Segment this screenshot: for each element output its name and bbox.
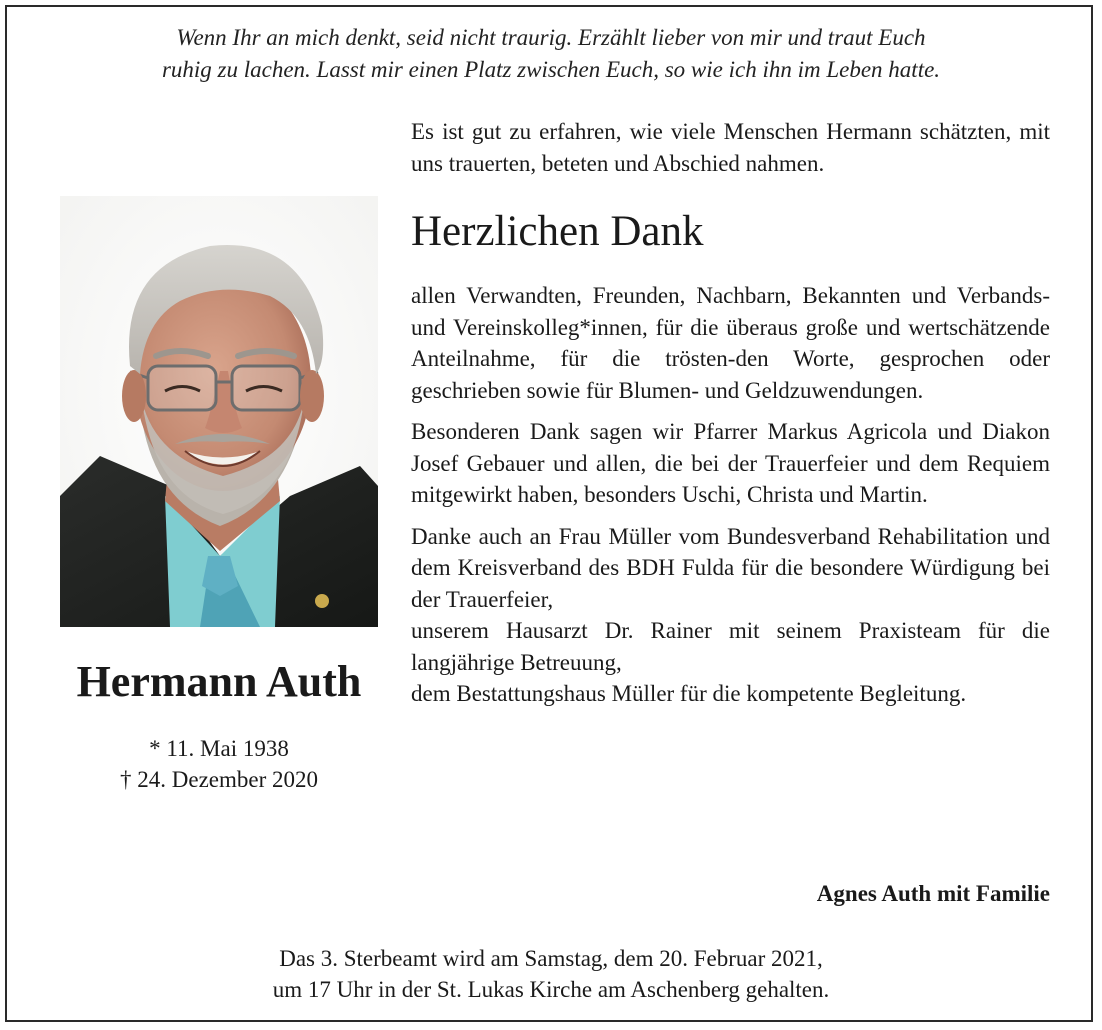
thanks-paragraph-1: allen Verwandten, Freunden, Nachbarn, Bekannten und Verbands- und Vereinskolleg*innen, für die überaus große und wertschätzende Anteilnahme, für die trösten-den Worte, gesprochen oder geschrieben sowie für Blumen- und Geldzuwendungen. <box>411 283 1050 403</box>
motto-quote <box>40 22 1062 86</box>
footer-line-2: um 17 Uhr in der St. Lukas Kirche am Aschenberg gehalten. <box>272 977 830 1002</box>
thanks-paragraph-3 <box>411 521 1050 710</box>
thanks-line-doctor: unserem Hausarzt Dr. Rainer mit seinem Praxisteam für die langjährige Betreuung, <box>411 618 1050 675</box>
deceased-name: Hermann Auth <box>76 657 362 706</box>
signature: Agnes Auth mit Familie <box>816 881 1050 906</box>
footer-line-1: Das 3. Sterbeamt wird am Samstag, dem 20. Februar 2021, <box>279 946 823 971</box>
thanks-paragraph-2: Besonderen Dank sagen wir Pfarrer Markus Agricola und Diakon Josef Gebauer und allen, die bei der Trauerfeier und dem Requiem mitgewirkt haben, besonders Uschi, Christa und Martin. <box>411 419 1050 507</box>
thanks-text-column <box>411 116 1050 710</box>
motto-line-2: ruhig zu lachen. Lasst mir einen Platz zwischen Euch, so wie ich ihn im Leben hatte. <box>161 57 941 82</box>
memorial-service-note <box>40 943 1062 1005</box>
portrait-photo <box>60 196 378 627</box>
thanks-line-funeral-home: dem Bestattungshaus Müller für die kompetente Begleitung. <box>411 681 967 706</box>
thanks-heading: Herzlichen Dank <box>411 208 704 255</box>
birth-date: * 11. Mai 1938 <box>149 736 289 761</box>
death-date: † 24. Dezember 2020 <box>120 767 318 792</box>
motto-line-1: Wenn Ihr an mich denkt, seid nicht traurig. Erzählt lieber von mir und traut Euch <box>176 25 926 50</box>
thanks-line-bdh: Danke auch an Frau Müller vom Bundesverband Rehabilitation und dem Kreisverband des BDH Fulda für die besondere Würdigung bei der Trauerfeier, <box>411 523 1050 612</box>
intro-paragraph: Es ist gut zu erfahren, wie viele Menschen Hermann schätzten, mit uns trauerten, beteten und Abschied nahmen. <box>411 119 1050 176</box>
life-dates <box>60 733 378 795</box>
